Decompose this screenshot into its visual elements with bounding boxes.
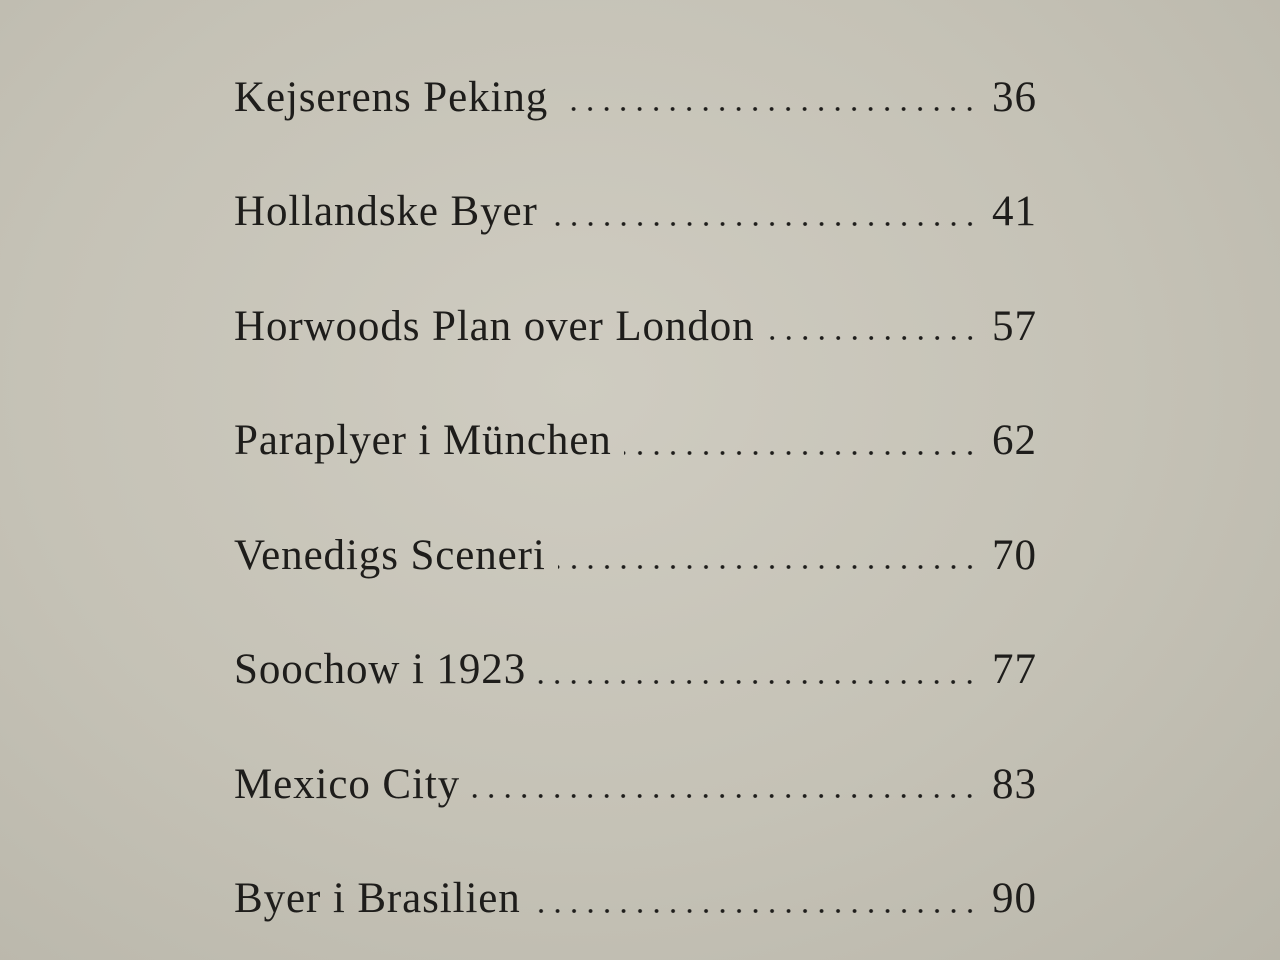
toc-entry xyxy=(234,384,1054,499)
toc-entry xyxy=(234,498,1054,613)
toc-entry-title: Venedigs Sceneri xyxy=(234,531,546,579)
toc-entry-title: Hollandske Byer xyxy=(234,188,538,236)
toc-entry-title: Paraplyer i München xyxy=(234,417,612,465)
toc-entry-page-number: 77 xyxy=(992,646,1037,694)
toc-entry-page-number: 36 xyxy=(992,73,1037,121)
toc-entry-title: Kejserens Peking xyxy=(234,73,549,121)
toc-entry-title: Mexico City xyxy=(234,760,461,808)
toc-entry-title: Soochow i 1923 xyxy=(234,646,527,694)
table-of-contents xyxy=(234,40,1054,956)
dot-leader xyxy=(558,565,978,569)
dot-leader xyxy=(624,451,978,455)
toc-entry-page-number: 41 xyxy=(992,188,1037,236)
toc-entry xyxy=(234,727,1054,842)
dot-leader xyxy=(472,794,978,798)
toc-entry-page-number: 90 xyxy=(992,875,1037,923)
toc-entry-title: Horwoods Plan over London xyxy=(234,302,755,350)
toc-entry xyxy=(234,613,1054,728)
dot-leader xyxy=(533,909,978,913)
toc-entry-title: Byer i Brasilien xyxy=(234,875,521,923)
toc-entry-page-number: 83 xyxy=(992,760,1037,808)
toc-entry xyxy=(234,155,1054,270)
toc-entry xyxy=(234,269,1054,384)
toc-entry-page-number: 62 xyxy=(992,417,1037,465)
toc-entry xyxy=(234,842,1054,957)
dot-leader xyxy=(538,680,978,684)
toc-entry-page-number: 70 xyxy=(992,531,1037,579)
toc-entry-page-number: 57 xyxy=(992,302,1037,350)
dot-leader xyxy=(550,222,978,226)
toc-entry xyxy=(234,40,1054,155)
dot-leader xyxy=(767,336,978,340)
dot-leader xyxy=(560,107,978,111)
